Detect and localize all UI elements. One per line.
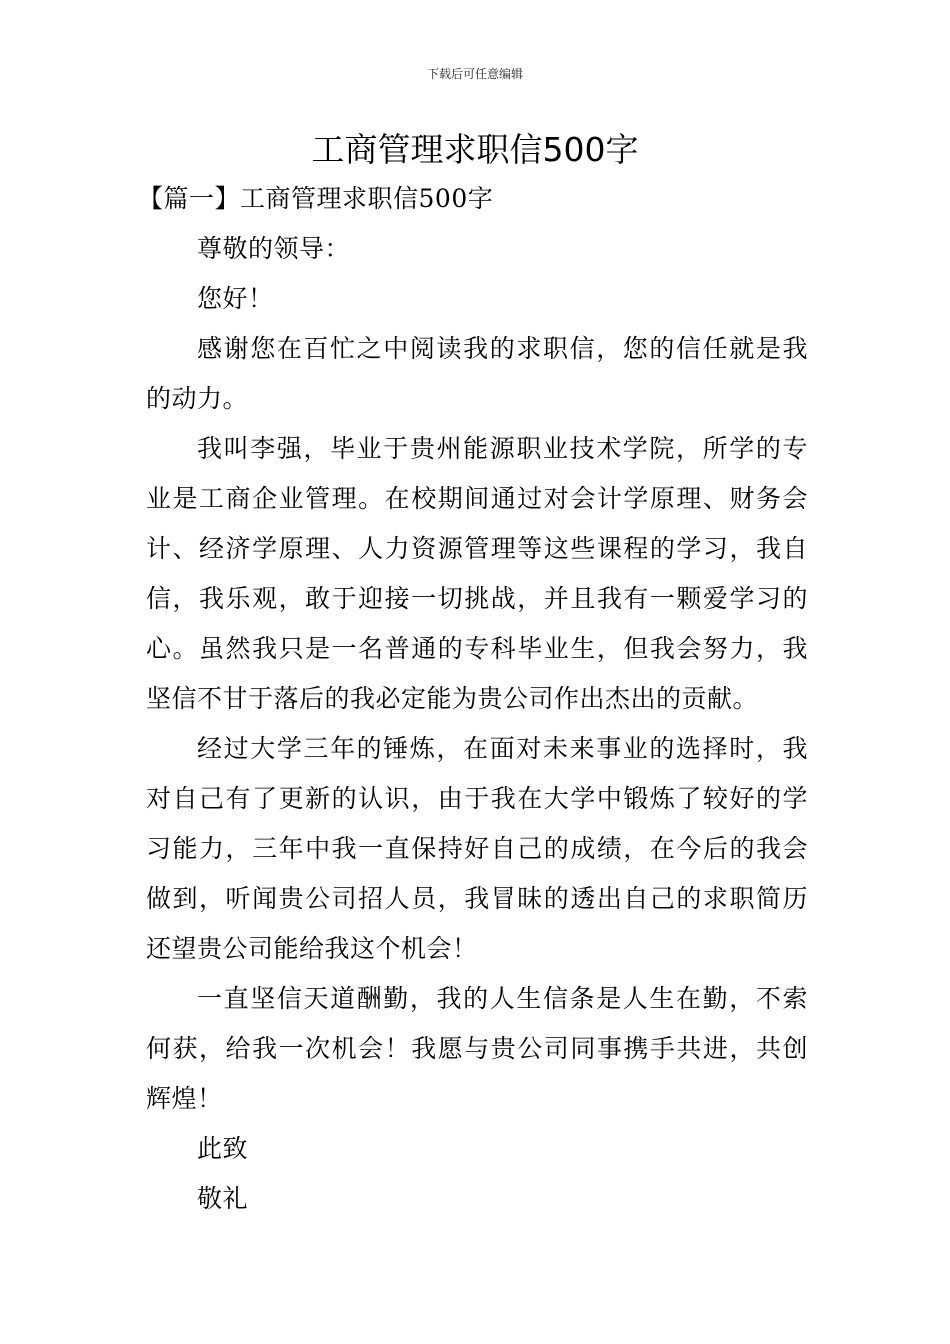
paragraph-introduction: 我叫李强，毕业于贵州能源职业技术学院，所学的专业是工商企业管理。在校期间通过对会计学原理、财务会计、经济学原理、人力资源管理等这些课程的学习，我自信，我乐观，敢于迎接一切挑战，并且我有一颗爱学习的心。虽然我只是一名普通的专科毕业生，但我会努力，我坚信不甘于落后的我必定能为贵公司作出杰出的贡献。 — [146, 434, 808, 713]
paragraph-experience: 经过大学三年的锤炼，在面对未来事业的选择时，我对自己有了更新的认识，由于我在大学中锻炼了较好的学习能力，三年中我一直保持好自己的成绩，在今后的我会做到，听闻贵公司招人员，我冒昧的透出自己的求职简历还望贵公司能给我这个机会！ — [146, 734, 808, 963]
page-title: 工商管理求职信500字 — [311, 130, 639, 169]
closing-phrase: 此致 — [197, 1134, 249, 1163]
header-note: 下载后可任意编辑 — [426, 67, 523, 81]
salutation: 尊敬的领导： — [197, 234, 351, 263]
greeting: 您好！ — [197, 284, 274, 313]
closing-regards: 敬礼 — [197, 1184, 249, 1213]
section-subtitle: 【篇一】工商管理求职信500字 — [138, 184, 494, 213]
paragraph-thanks: 感谢您在百忙之中阅读我的求职信，您的信任就是我的动力。 — [146, 334, 808, 413]
paragraph-closing: 一直坚信天道酬勤，我的人生信条是人生在勤，不索何获，给我一次机会！我愿与贵公司同事携手共进，共创辉煌！ — [146, 984, 808, 1113]
letter-body — [138, 174, 808, 1224]
